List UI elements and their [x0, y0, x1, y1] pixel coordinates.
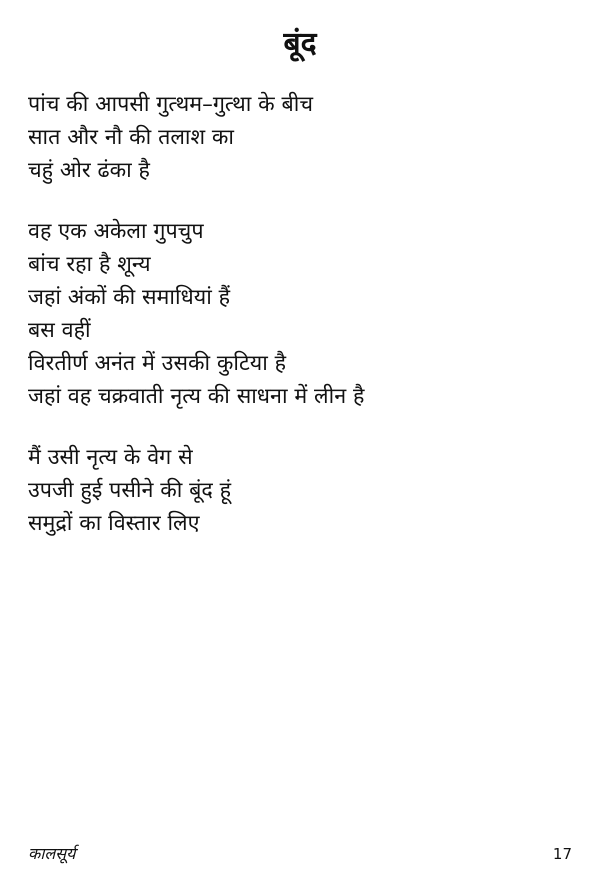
footer-book-title: कालसूर्य — [28, 844, 76, 863]
poem-line: वह एक अकेला गुपचुप — [28, 219, 204, 244]
poem-line: चहुं ओर ढंका है — [28, 158, 150, 183]
poem-body — [28, 88, 573, 568]
poem-line: बांच रहा है शून्य — [28, 252, 151, 277]
page-number: 17 — [552, 845, 572, 863]
poem-title: बूंद — [283, 26, 317, 61]
poem-line: विरतीर्ण अनंत में उसकी कुटिया है — [28, 351, 287, 376]
stanza-1 — [28, 88, 573, 187]
poem-line: जहां वह चक्रवाती नृत्य की साधना में लीन है — [28, 384, 365, 409]
poem-line: सात और नौ की तलाश का — [28, 125, 235, 150]
poem-line: जहां अंकों की समाधियां हैं — [28, 285, 231, 310]
stanza-3 — [28, 441, 573, 540]
stanza-2 — [28, 215, 573, 413]
poem-line: पांच की आपसी गुत्थम–गुत्था के बीच — [28, 92, 313, 117]
poem-line: बस वहीं — [28, 318, 91, 343]
poem-line: समुद्रों का विस्तार लिए — [28, 511, 200, 536]
poem-line: मैं उसी नृत्य के वेग से — [28, 445, 193, 470]
poem-line: उपजी हुई पसीने की बूंद हूं — [28, 478, 232, 503]
